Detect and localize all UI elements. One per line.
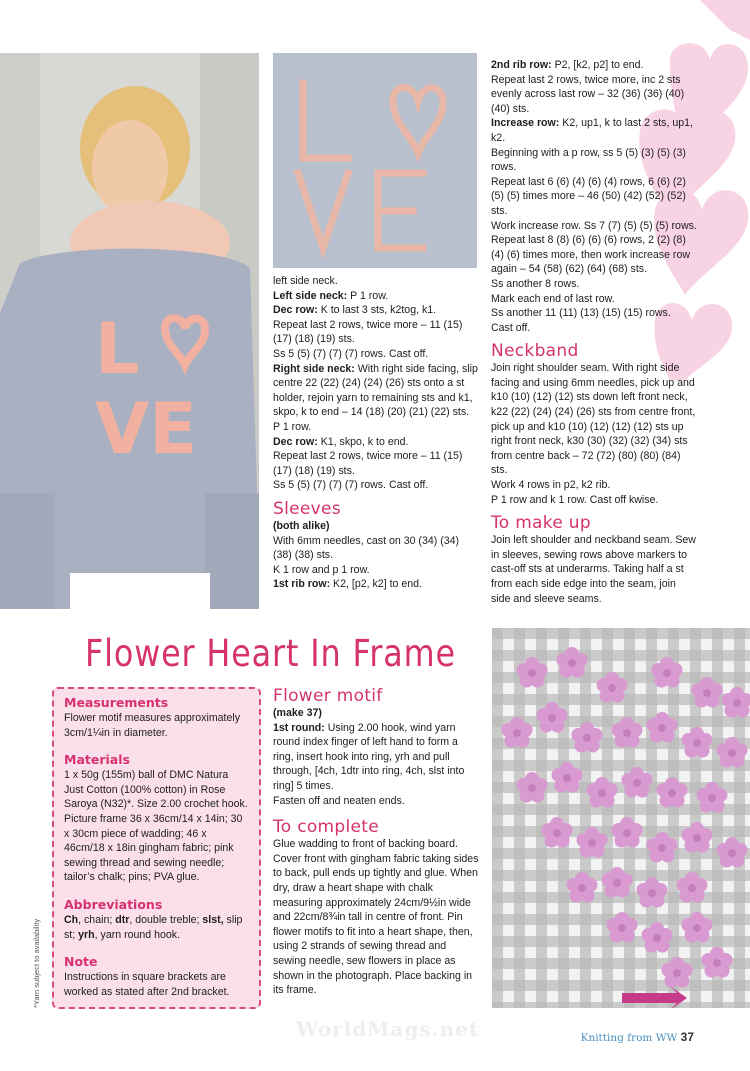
pattern-column-3 bbox=[491, 58, 697, 606]
pattern-text: With 6mm needles, cast on 30 (34) (34) (38) (38) sts. bbox=[273, 534, 460, 562]
pattern-text: Fasten off and neaten ends. bbox=[273, 794, 405, 807]
pattern-label: Right side neck: bbox=[273, 362, 355, 375]
photo-woman-in-love-jumper bbox=[0, 53, 259, 609]
pattern-text: K2, up1, k to last 2 sts, up1, k2. bbox=[491, 117, 693, 144]
pattern-text: left side neck. bbox=[273, 275, 338, 287]
pattern-text: Cast off. bbox=[491, 321, 531, 334]
pattern-label: 2nd rib row: bbox=[491, 59, 552, 71]
availability-note: *Yarn subject to availability bbox=[32, 918, 41, 1008]
box-text: Instructions in square brackets are worked as stated after 2nd bracket. bbox=[64, 971, 230, 998]
pattern-text: K to last 3 sts, k2tog, k1. bbox=[317, 304, 437, 317]
abbrev-term: yrh bbox=[78, 928, 95, 941]
pattern-text: Ss another 8 rows. bbox=[491, 277, 580, 290]
watermark: WorldMags.net bbox=[296, 1017, 480, 1041]
pattern-text: Ss another 11 (11) (13) (15) (15) rows. bbox=[491, 307, 671, 320]
magazine-name: Knitting from WW bbox=[580, 1032, 678, 1044]
pattern-label: 1st rib row: bbox=[273, 578, 331, 591]
pattern-subheading: (make 37) bbox=[273, 707, 322, 719]
page-number: 37 bbox=[680, 1030, 694, 1044]
section-heading-sleeves: Sleeves bbox=[273, 498, 341, 519]
pattern-text: Repeat last 2 rows, twice more – 11 (15) (17) (18) (19) sts. bbox=[273, 318, 463, 346]
pattern-text: P2, [k2, p2] to end. bbox=[551, 59, 644, 71]
pattern-text: Join left shoulder and neckband seam. Sew in sleeves, sewing rows above markers to cast-off sts at underarms. Taking half a st from each side edge into the seam, join side and sleeve seams. bbox=[491, 534, 696, 605]
info-box bbox=[52, 687, 261, 1009]
pattern-text: Mark each end of last row. bbox=[491, 292, 615, 305]
pattern-text: P 1 row. bbox=[347, 289, 389, 302]
box-heading-note: Note bbox=[64, 954, 98, 970]
abbrev-def: , chain; bbox=[78, 913, 116, 926]
jumper-letters-lo: L bbox=[95, 308, 140, 390]
pattern-text: Ss 5 (5) (7) (7) (7) rows. Cast off. bbox=[273, 479, 429, 492]
photo-love-knit-detail bbox=[273, 53, 477, 268]
pattern-label: Left side neck: bbox=[273, 289, 348, 302]
pattern-text: Beginning with a p row, ss 5 (5) (3) (5) (3) rows. bbox=[491, 146, 686, 174]
box-heading-materials: Materials bbox=[64, 752, 130, 768]
svg-text:VE: VE bbox=[95, 388, 197, 470]
pattern-label: Dec row: bbox=[273, 304, 318, 317]
pattern-text: Join right shoulder seam. With right side facing and using 6mm needles, pick up and k10 (10) (12) (12) sts down left front neck, k22 (22) (24) (24) (26) sts from centre front, pick up and k10 (10) (12) (12) (12) sts up right front neck, k30 (30) (32) (32) (34) sts from centre back – 72 (72) (80) (80) (84) sts. bbox=[491, 362, 696, 477]
pattern-text: With right side facing, slip centre 22 (22) (24) (24) (26) sts onto a st holder, rejoin yarn to remaining sts and k1, skpo, k to end – 14 (18) (20) (21) (22) sts. bbox=[273, 362, 478, 419]
pattern-text: K2, [p2, k2] to end. bbox=[330, 578, 422, 591]
abbrev-term: slst, bbox=[202, 913, 224, 926]
pattern-text: Repeat last 8 (8) (6) (6) (6) rows, 2 (2) (8) (4) (6) times more, then work increase row again – 54 (58) (62) (64) (68) sts. bbox=[491, 234, 690, 276]
box-heading-abbreviations: Abbreviations bbox=[64, 896, 163, 912]
pattern-text: Repeat last 2 rows, twice more, inc 2 sts evenly across last row – 32 (36) (36) (40) (40) sts. bbox=[491, 73, 685, 115]
pattern-text: Ss 5 (5) (7) (7) (7) rows. Cast off. bbox=[273, 347, 429, 360]
pattern-text: Using 2.00 hook, wind yarn round index finger of left hand to form a ring, insert hook into ring, yrh and pull through, [4ch, 1dtr into ring, 4ch, slst into ring] 5 times. bbox=[273, 721, 465, 792]
pattern-text: Work 4 rows in p2, k2 rib. bbox=[491, 479, 611, 492]
pattern-label: 1st round: bbox=[273, 721, 325, 734]
flower-pattern-column bbox=[273, 686, 481, 998]
pattern-text: K 1 row and p 1 row. bbox=[273, 563, 370, 576]
abbrev-def: , double treble; bbox=[129, 913, 203, 926]
abbrev-term: dtr bbox=[115, 913, 130, 926]
pattern-label: Increase row: bbox=[491, 117, 560, 130]
pattern-subheading: (both alike) bbox=[273, 519, 330, 532]
abbrev-term: Ch bbox=[64, 913, 79, 926]
abbrev-def: , yarn round hook. bbox=[94, 928, 181, 941]
pattern-text: Glue wadding to front of backing board. Cover front with gingham fabric taking sides to back, pull ends up tightly and glue. When dry, draw a heart shape with chalk measuring approximately 24cm/9½in wide and 22cm/8¾in tall in centre of front. Pin flower motifs to fit into a heart shape, then, using 2 strands of sewing thread and sewing needle, sew flowers in place as shown in the photograph. Place backing in its frame. bbox=[273, 838, 479, 997]
abbrev-def: slip st; bbox=[64, 913, 243, 941]
pattern-text: Repeat last 6 (6) (4) (6) (4) rows, 6 (6) (2) (5) (5) times more – 46 (50) (42) (52) (52) sts. bbox=[491, 175, 686, 217]
section-heading-make-up: To make up bbox=[491, 513, 591, 534]
page-footer bbox=[581, 1030, 694, 1044]
box-text: 1 x 50g (155m) ball of DMC Natura Just Cotton (100% cotton) in Rose Saroya (N32)*. Size 2.00 crochet hook. Picture frame 36 x 36cm/14 x 14in; 30 x 30cm piece of wadding; 46 x 46cm/18 x 18in gingham fabric; pink sewing thread and sewing needle; tailor’s chalk; pins; PVA glue. bbox=[64, 769, 248, 884]
box-text: Flower motif measures approximately 3cm/1¼in in diameter. bbox=[64, 712, 241, 739]
section-heading-flower-motif: Flower motif bbox=[273, 686, 383, 706]
article-title: Flower Heart In Frame bbox=[85, 632, 456, 675]
pattern-column-2 bbox=[273, 274, 478, 592]
pattern-text: Work increase row. Ss 7 (7) (5) (5) (5) rows. bbox=[491, 219, 697, 232]
pattern-text: Repeat last 2 rows, twice more – 11 (15) (17) (18) (19) sts. bbox=[273, 450, 463, 477]
heart-shape bbox=[660, 0, 750, 40]
pattern-label: Dec row: bbox=[273, 435, 318, 448]
section-heading-to-complete: To complete bbox=[273, 817, 380, 838]
box-heading-measurements: Measurements bbox=[64, 695, 169, 710]
section-heading-neckband: Neckband bbox=[491, 341, 579, 362]
pattern-text: P 1 row. bbox=[273, 420, 312, 433]
pattern-text: K1, skpo, k to end. bbox=[317, 435, 409, 448]
pattern-text: P 1 row and k 1 row. Cast off kwise. bbox=[491, 493, 659, 506]
photo-crochet-flower-heart bbox=[492, 628, 750, 1008]
